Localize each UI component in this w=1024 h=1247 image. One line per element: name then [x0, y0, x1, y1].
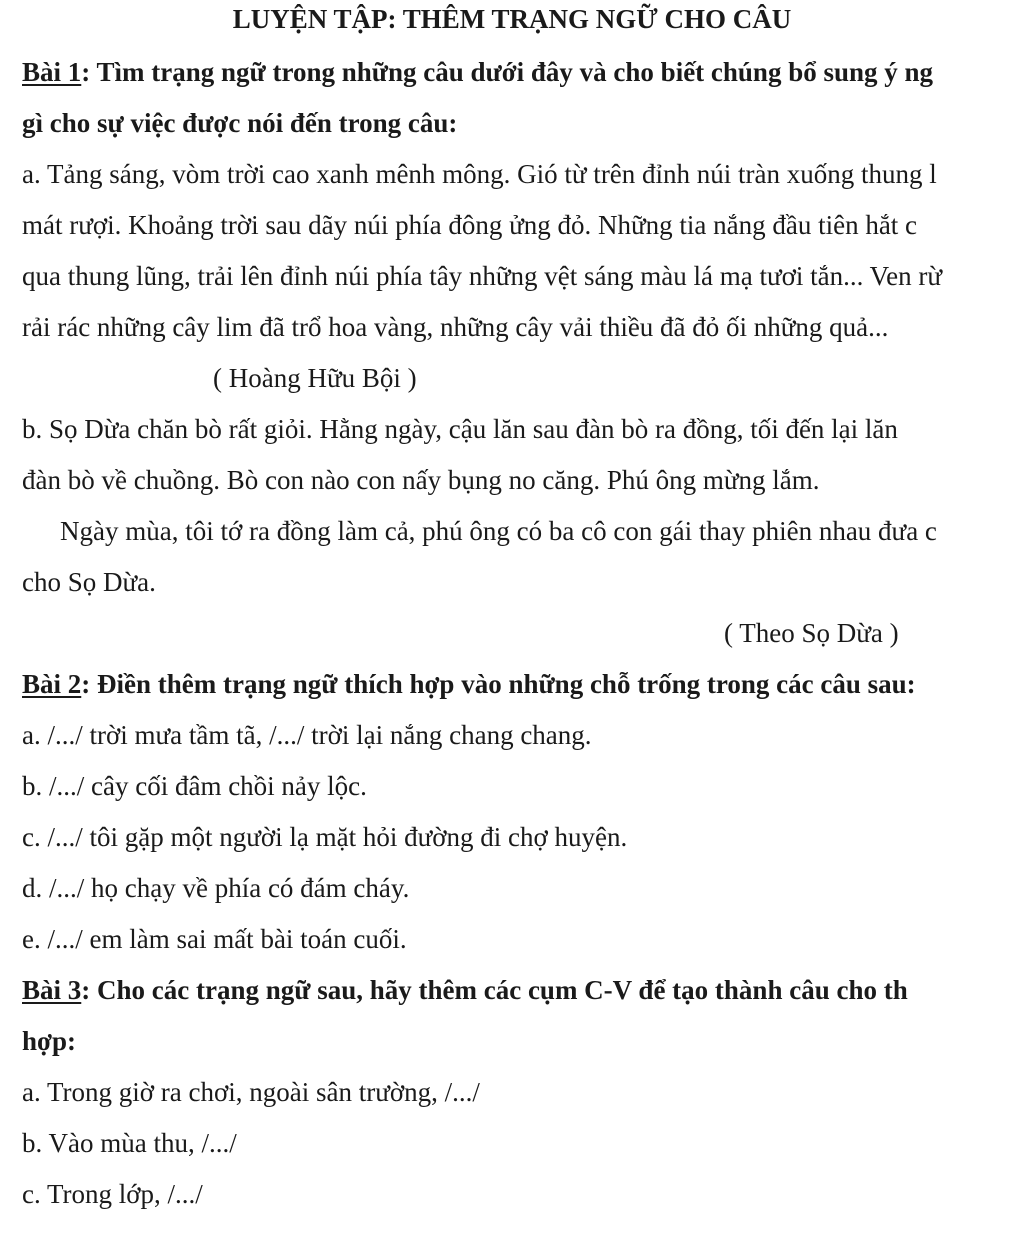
- bai1-a-line: rải rác những cây lim đã trổ hoa vàng, những cây vải thiều đã đỏ ối những quả...: [22, 312, 889, 342]
- bai3-label: Bài 3: [22, 975, 82, 1005]
- bai1-b-line: b. Sọ Dừa chăn bò rất giỏi. Hằng ngày, cậu lăn sau đàn bò ra đồng, tối đến lại lăn: [22, 414, 898, 444]
- bai2-item: a. /.../ trời mưa tầm tã, /.../ trời lại nắng chang chang.: [22, 720, 592, 750]
- bai3-prompt-line1: : Cho các trạng ngữ sau, hãy thêm các cụm C-V để tạo thành câu cho th: [81, 975, 908, 1005]
- bai3-prompt-line2: hợp:: [22, 1026, 76, 1056]
- bai1-a-line: a. Tảng sáng, vòm trời cao xanh mênh mông. Gió từ trên đỉnh núi tràn xuống thung l: [22, 159, 937, 189]
- bai2-item: c. /.../ tôi gặp một người lạ mặt hỏi đường đi chợ huyện.: [22, 822, 628, 852]
- bai2-heading: [22, 667, 916, 701]
- bai3-heading: [22, 973, 908, 1007]
- bai2-item: e. /.../ em làm sai mất bài toán cuối.: [22, 924, 407, 954]
- bai1-b-line: cho Sọ Dừa.: [22, 567, 156, 597]
- bai2-item: b. /.../ cây cối đâm chồi nảy lộc.: [22, 771, 367, 801]
- bai1-b-line: Ngày mùa, tôi tớ ra đồng làm cả, phú ông có ba cô con gái thay phiên nhau đưa c: [60, 516, 937, 546]
- bai1-a-line: mát rượi. Khoảng trời sau dãy núi phía đông ửng đỏ. Những tia nắng đầu tiên hắt c: [22, 210, 918, 240]
- bai3-item: a. Trong giờ ra chơi, ngoài sân trường, /.../: [22, 1077, 480, 1107]
- bai1-prompt-line2: gì cho sự việc được nói đến trong câu:: [22, 108, 458, 138]
- bai1-heading: [22, 55, 933, 89]
- bai1-b-source: ( Theo Sọ Dừa ): [724, 618, 899, 648]
- bai2-prompt: : Điền thêm trạng ngữ thích hợp vào những chỗ trống trong các câu sau:: [81, 669, 916, 699]
- bai1-label: Bài 1: [22, 57, 82, 87]
- bai3-item: b. Vào mùa thu, /.../: [22, 1128, 237, 1158]
- bai1-a-source: ( Hoàng Hữu Bội ): [213, 363, 417, 393]
- bai1-b-line: đàn bò về chuồng. Bò con nào con nấy bụng no căng. Phú ông mừng lắm.: [22, 465, 820, 495]
- bai3-item: c. Trong lớp, /.../: [22, 1179, 203, 1209]
- bai1-a-line: qua thung lũng, trải lên đỉnh núi phía tây những vệt sáng màu lá mạ tươi tắn... Ven rừ: [22, 261, 943, 291]
- page-title: LUYỆN TẬP: THÊM TRẠNG NGỮ CHO CÂU: [232, 4, 792, 34]
- bai2-item: d. /.../ họ chạy về phía có đám cháy.: [22, 873, 410, 903]
- bai1-prompt-line1: : Tìm trạng ngữ trong những câu dưới đây và cho biết chúng bổ sung ý ng: [81, 57, 934, 87]
- bai2-label: Bài 2: [22, 669, 82, 699]
